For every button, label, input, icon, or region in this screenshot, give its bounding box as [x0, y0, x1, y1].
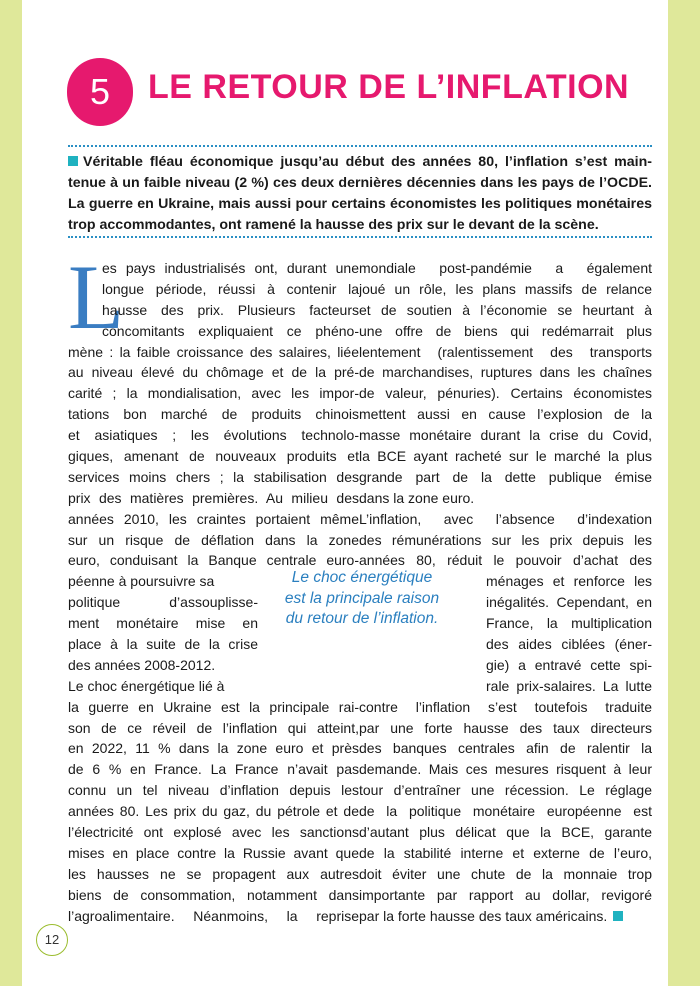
- page: [22, 0, 668, 986]
- body-line: gie) a entravé cette spi-: [486, 656, 652, 673]
- body-line: mondiale post-pandémie a également: [359, 260, 652, 276]
- chapter-title: LE RETOUR DE L’INFLATION: [148, 68, 630, 106]
- body-line: dans la zone euro.: [359, 489, 475, 506]
- body-line: de valeur, pénuries). Certains économistes: [359, 385, 652, 402]
- body-line: prix des matières premières. Au milieu des: [68, 489, 359, 506]
- body-line: politique d’assouplisse-: [68, 594, 258, 611]
- end-square-icon: [613, 911, 623, 921]
- body-line: rale prix-salaires. La lutte: [486, 677, 652, 694]
- body-line: années 80. Les prix du gaz, du pétrole et de: [68, 803, 359, 820]
- body-line: de 6 % en France. La France n’avait pas: [68, 761, 359, 778]
- body-line: masse monétaire durant la crise du Covid,: [359, 427, 652, 444]
- body-line: L’inflation, avec l’absence d’indexation: [359, 510, 652, 527]
- body-line: grande part de la dette publique émise: [359, 468, 652, 485]
- body-line: [359, 906, 652, 927]
- body-line: mettent aussi en cause l’explosion de la: [359, 406, 652, 423]
- body-line: ménages et renforce les: [486, 573, 652, 590]
- body-line: tour d’entraîner une récession. Le réglage: [359, 782, 652, 799]
- body-line: demande. Mais ces mesures risquent à leur: [359, 761, 652, 778]
- intro-line: tenue à un faible niveau (2 %) ces deux dernières décennies dans les pays de l’OCDE.: [68, 174, 652, 191]
- body-line: l’électricité ont explosé avec les sanctions: [68, 824, 359, 841]
- body-line: place à la suite de la crise: [68, 636, 258, 653]
- body-line: la guerre en Ukraine est la principale rai-: [68, 698, 359, 715]
- body-line: d’autant plus délicat que la BCE, garante: [359, 824, 652, 841]
- body-line: longue période, réussi à contenir la: [102, 280, 359, 297]
- body-line: de la politique monétaire européenne est: [359, 803, 652, 820]
- intro-line: La guerre en Ukraine, mais aussi pour certains économistes les politiques monétaires: [68, 195, 652, 212]
- body-line: lentement (ralentissement des transports: [359, 343, 652, 360]
- body-line: importante par rapport au dollar, revigoré: [359, 886, 652, 903]
- body-line: l’agroalimentaire. Néanmoins, la reprise: [68, 907, 359, 924]
- teal-square-bullet-icon: [68, 156, 78, 166]
- body-line: au niveau élevé du chômage et de la pré-: [68, 364, 359, 381]
- body-line: ment monétaire mise en: [68, 615, 258, 632]
- body-line: années 2010, les craintes portaient même: [68, 510, 359, 527]
- pull-quote: [258, 568, 466, 630]
- body-line: des années 2008-2012.: [68, 656, 216, 673]
- body-line: hausse des prix. Plusieurs facteurs: [102, 301, 359, 318]
- pull-quote-line: du retour de l’inflation.: [285, 610, 439, 627]
- body-line: joué un rôle, les plans massifs de relance: [359, 280, 652, 297]
- body-line: et de soutien à l’économie se heurtant à: [359, 301, 652, 318]
- page-number: 12: [36, 924, 68, 956]
- body-line: en 2022, 11 % dans la zone euro et près: [68, 740, 359, 757]
- body-line: contre l’inflation s’est toutefois traduite: [359, 698, 652, 715]
- body-line: des aides ciblées (éner-: [486, 636, 652, 653]
- intro-line: Véritable fléau économique jusqu’au début des années 80, l’inflation s’est main-: [83, 154, 652, 170]
- chapter-number-badge: 5: [67, 58, 133, 126]
- body-line: connu un tel niveau d’inflation depuis les: [68, 782, 359, 799]
- body-line: péenne à poursuivre sa: [68, 573, 215, 590]
- body-line: les hausses ne se propagent aux autres: [68, 865, 359, 882]
- body-line: tations bon marché de produits chinois: [68, 406, 359, 423]
- body-line: es pays industrialisés ont, durant une: [102, 260, 359, 276]
- body-line: inégalités. Cependant, en: [486, 594, 652, 611]
- intro-top-divider: [68, 145, 652, 147]
- body-line: la BCE ayant racheté sur le marché la plus: [359, 448, 652, 465]
- body-line: de la stabilité interne et externe de l’euro,: [359, 844, 652, 861]
- body-line: par une forte hausse des taux directeurs: [359, 719, 652, 736]
- body-line: services moins chers ; la stabilisation des: [68, 468, 359, 485]
- body-line: euro, conduisant la Banque centrale euro-: [68, 552, 359, 569]
- body-line: concomitants expliquaient ce phéno-: [102, 322, 359, 339]
- body-line: son de ce réveil de l’inflation qui atteint,: [68, 719, 359, 736]
- body-line: années 80, réduit le pouvoir d’achat des: [359, 552, 652, 569]
- body-line: biens de consommation, notamment dans: [68, 886, 359, 903]
- body-line: des banques centrales afin de ralentir la: [359, 740, 652, 757]
- body-line: giques, amenant de nouveaux produits et: [68, 448, 359, 465]
- body-line: carité ; la mondialisation, avec les impor-: [68, 385, 359, 402]
- intro-paragraph: [68, 152, 652, 236]
- pull-quote-line: Le choc énergétique: [291, 569, 433, 586]
- pull-quote-line: est la principale raison: [284, 589, 440, 607]
- body-line-text: par la forte hausse des taux américains.: [359, 907, 608, 924]
- body-line: France, la multiplication: [486, 615, 652, 632]
- body-line: et asiatiques ; les évolutions technolo-: [68, 427, 359, 444]
- body-line: doit éviter une chute de la monnaie trop: [359, 865, 652, 882]
- drop-cap: L: [68, 246, 125, 348]
- body-line: mène : la faible croissance des salaires, liée: [68, 343, 359, 360]
- body-line: de marchandises, ruptures dans les chaînes: [359, 364, 652, 381]
- body-line: une offre de biens qui redémarrait plus: [359, 322, 652, 339]
- intro-bottom-divider: [68, 236, 652, 238]
- body-line: Le choc énergétique lié à: [68, 677, 225, 694]
- body-line: sur un risque de déflation dans la zone: [68, 531, 359, 548]
- intro-line: trop accommodantes, ont ramené la hausse des prix sur le devant de la scène.: [68, 216, 599, 233]
- body-line: des rémunérations sur les prix depuis les: [359, 531, 652, 548]
- body-line: mises en place contre la Russie avant que: [68, 844, 359, 861]
